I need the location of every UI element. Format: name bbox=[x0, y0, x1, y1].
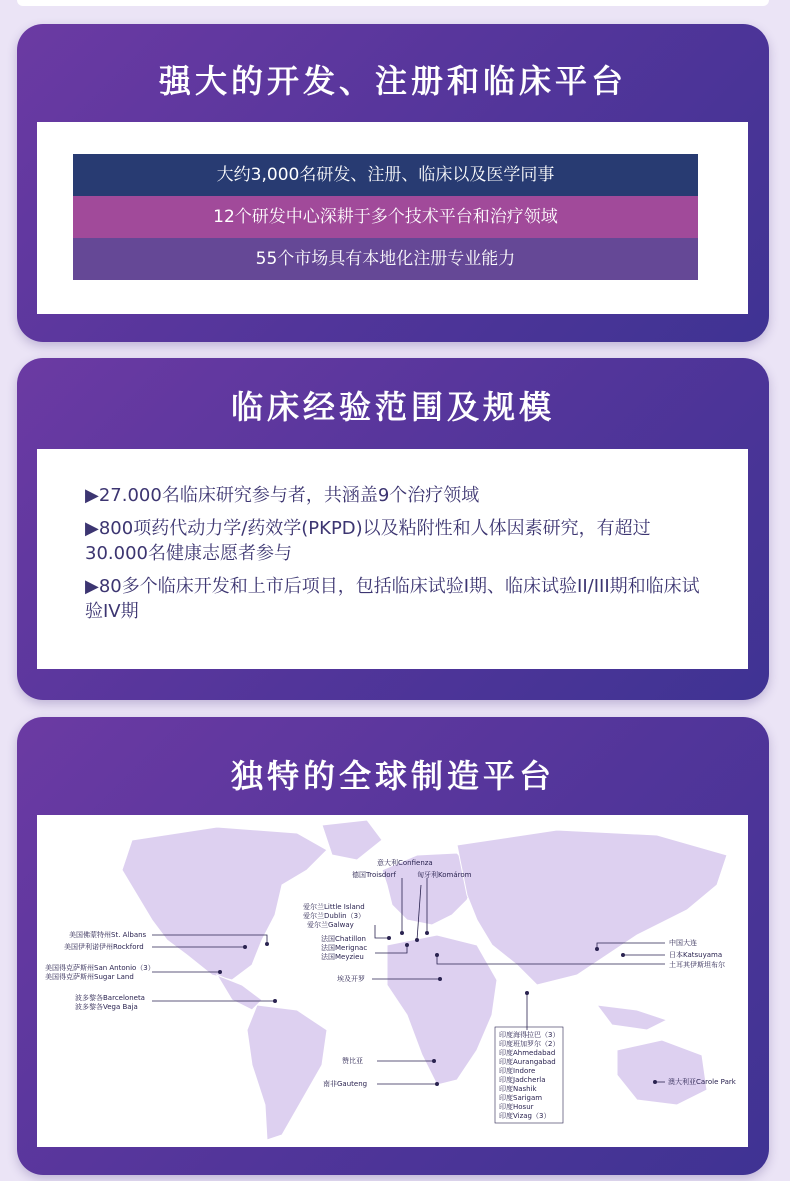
stat-bar-markets: 55个市场具有本地化注册专业能力 bbox=[73, 238, 698, 280]
label-in-6: 印度Jadcherla bbox=[499, 1076, 546, 1084]
label-in-2: 印度班加罗尔（2） bbox=[499, 1040, 560, 1048]
label-fr-merignac: 法国Merignac bbox=[321, 944, 368, 952]
label-cn-dalian: 中国大连 bbox=[669, 939, 697, 947]
world-map bbox=[37, 815, 748, 1147]
label-fr-meyzieu: 法国Meyzieu bbox=[321, 953, 364, 961]
label-tr-istanbul: 土耳其伊斯坦布尔 bbox=[669, 961, 725, 969]
label-de-troisdorf: 德国Troisdorf bbox=[352, 871, 396, 879]
label-us-illinois: 美国伊利诺伊州Rockford bbox=[64, 943, 144, 951]
label-pr-barceloneta: 波多黎各Barceloneta bbox=[75, 994, 145, 1002]
world-map-panel bbox=[37, 815, 748, 1147]
label-pr-vega-baja: 波多黎各Vega Baja bbox=[75, 1003, 138, 1011]
bullet-pkpd-studies: ▶800项药代动力学/药效学(PKPD)以及粘附性和人体因素研究，有超过30.000名健康志愿者参与 bbox=[85, 518, 651, 564]
label-fr-chatillon: 法国Chatillon bbox=[321, 935, 366, 943]
stat-bar-rd-centers: 12个研发中心深耕于多个技术平台和治疗领域 bbox=[73, 196, 698, 238]
label-zm-zambia: 赞比亚 bbox=[342, 1057, 363, 1065]
label-it-confienza: 意大利Confienza bbox=[377, 859, 433, 867]
label-in-4: 印度Aurangabad bbox=[499, 1058, 556, 1066]
label-ie-little-island: 爱尔兰Little Island bbox=[303, 903, 365, 911]
content-panel bbox=[37, 122, 748, 314]
label-au-carole-park: 澳大利亚Carole Park bbox=[668, 1078, 736, 1086]
label-in-10: 印度Vizag（3） bbox=[499, 1112, 551, 1120]
label-in-5: 印度Indore bbox=[499, 1067, 536, 1075]
section-title: 临床经验范围及规模 bbox=[230, 388, 555, 426]
label-ie-dublin: 爱尔兰Dublin（3） bbox=[303, 912, 366, 920]
manufacturing-card bbox=[17, 717, 769, 1175]
label-in-3: 印度Ahmedabad bbox=[499, 1049, 556, 1057]
label-eg-cairo: 埃及开罗 bbox=[337, 975, 365, 983]
label-in-1: 印度海得拉巴（3） bbox=[499, 1031, 560, 1039]
rd-platform-card bbox=[17, 24, 769, 342]
label-za-gauteng: 南非Gauteng bbox=[323, 1080, 368, 1088]
top-strip bbox=[17, 0, 769, 6]
label-jp-katsuyama: 日本Katsuyama bbox=[669, 951, 723, 959]
stat-bar-colleagues: 大约3,000名研发、注册、临床以及医学同事 bbox=[73, 154, 698, 196]
continent-shapes bbox=[122, 820, 727, 1140]
content-panel bbox=[37, 449, 748, 669]
label-us-vermont: 美国佛蒙特州St. Albans bbox=[69, 931, 147, 939]
label-us-san-antonio: 美国得克萨斯州San Antonio（3） bbox=[45, 964, 155, 972]
clinical-experience-card bbox=[17, 358, 769, 700]
label-ie-galway: 爱尔兰Galway bbox=[307, 921, 354, 929]
section-title: 独特的全球制造平台 bbox=[230, 757, 555, 795]
label-in-7: 印度Nashik bbox=[499, 1085, 537, 1093]
label-hu-komarom: 匈牙利Komárom bbox=[417, 871, 472, 879]
bullet-programs: ▶80多个临床开发和上市后项目，包括临床试验I期、临床试验II/III期和临床试验IV期 bbox=[85, 576, 700, 622]
label-in-9: 印度Hosur bbox=[499, 1103, 534, 1111]
bullet-participants: ▶27.000名临床研究参与者，共涵盖9个治疗领域 bbox=[85, 485, 480, 506]
label-in-8: 印度Sarigam bbox=[499, 1094, 543, 1102]
label-us-sugar-land: 美国得克萨斯州Sugar Land bbox=[45, 973, 134, 981]
section-title: 强大的开发、注册和临床平台 bbox=[158, 62, 627, 100]
